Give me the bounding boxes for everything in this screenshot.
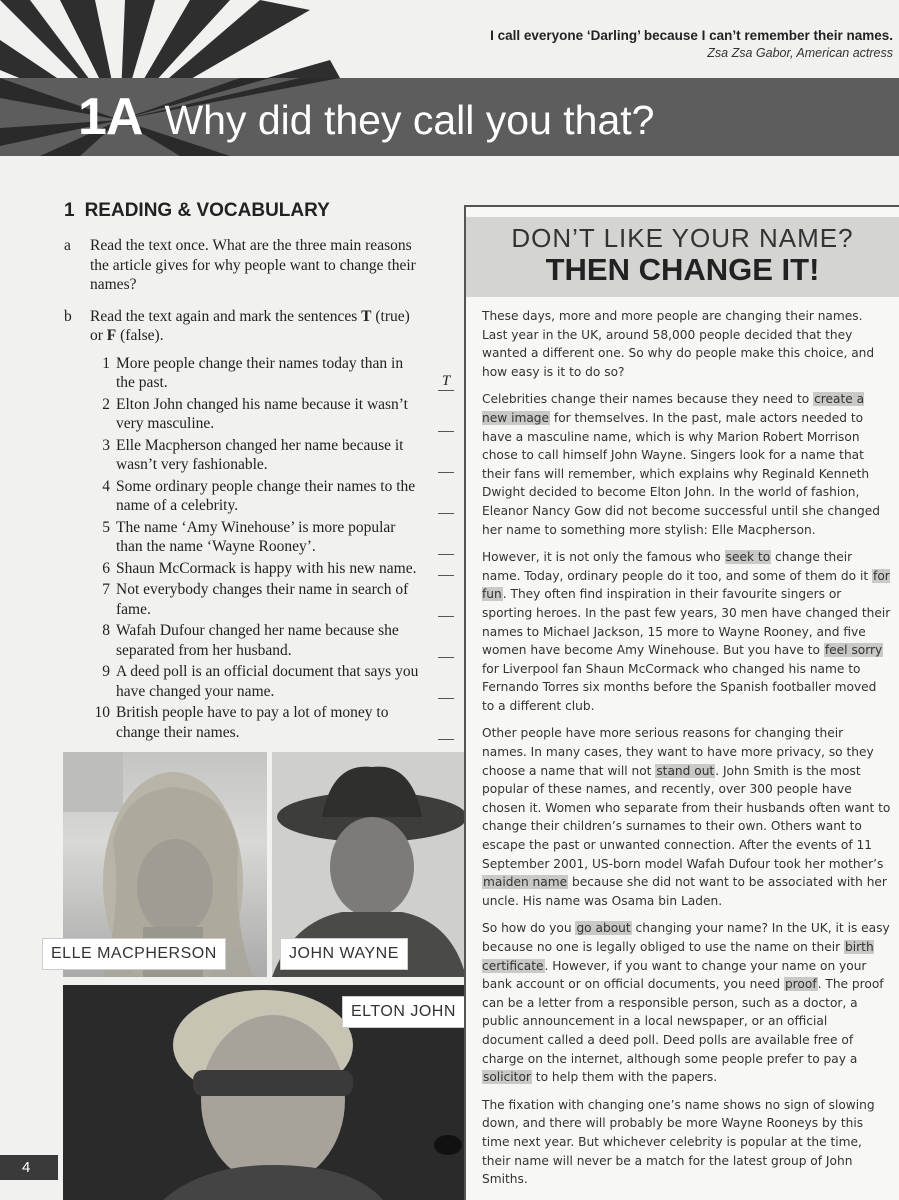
statement-text: Shaun McCormack is happy with his new name. bbox=[116, 559, 417, 577]
quote-text: I call everyone ‘Darling’ because I can’t remember their names. bbox=[490, 28, 893, 43]
answer-blank[interactable] bbox=[438, 538, 454, 555]
statement-text: Not everybody changes their name in search of fame. bbox=[116, 581, 409, 618]
false-word: (false). bbox=[116, 327, 164, 344]
unit-title: Why did they call you that? bbox=[164, 97, 655, 143]
statement-text: A deed poll is an official document that says you have changed your name. bbox=[116, 663, 419, 700]
article-paragraph: These days, more and more people are changing their names. Last year in the UK, around 58,000 people decided that they wanted a different one. So why do people make this choice, and how easy is it to do so? bbox=[482, 309, 875, 379]
section-title: READING & VOCABULARY bbox=[84, 200, 330, 221]
statement-text: Elton John changed his name because it wasn’t very masculine. bbox=[116, 395, 408, 432]
answer-blank[interactable] bbox=[438, 682, 454, 699]
statements-list bbox=[90, 354, 451, 743]
statement-text: British people have to pay a lot of money to change their names. bbox=[116, 704, 389, 741]
statement-number: 3 bbox=[102, 436, 110, 454]
text-run: change their name. Today, ordinary people do it too, and some of them do it bbox=[482, 550, 873, 583]
article-paragraph bbox=[482, 390, 891, 539]
answer-blank[interactable] bbox=[438, 415, 454, 432]
vocab-highlight: proof bbox=[784, 977, 817, 992]
caption-elton: ELTON JOHN bbox=[342, 996, 465, 1028]
statement-text: Some ordinary people change their names to the name of a celebrity. bbox=[116, 477, 416, 514]
unit-banner bbox=[0, 78, 899, 156]
true-word: (true) or bbox=[90, 307, 410, 344]
vocab-highlight: for fun bbox=[482, 568, 890, 602]
section-number: 1 bbox=[64, 200, 75, 221]
answer-blank[interactable] bbox=[438, 456, 454, 473]
task-text: Read the text once. What are the three main reasons the article gives for why people want to change their names? bbox=[90, 237, 416, 293]
article-title-line1: DON’T LIKE YOUR NAME? bbox=[511, 223, 854, 253]
text-run: for themselves. In the past, male actors needed to have a masculine name, which is why Marion Robert Morrison chose to call himself John Wayne. Singers look for a name that their fans will remember, which explains why Reginald Kenneth Dwight decided to become Elton John. In the world of fashion, Eleanor Nancy Gow did not become successful until she changed her name to something more stylish: Elle Macpherson. bbox=[482, 410, 881, 537]
false-marker: F bbox=[106, 327, 117, 344]
vocab-highlight: stand out bbox=[656, 763, 715, 778]
statement-number: 2 bbox=[102, 395, 110, 413]
page-number: 4 bbox=[0, 1155, 58, 1180]
answer-blank[interactable] bbox=[438, 600, 454, 617]
answer-blank[interactable] bbox=[438, 497, 454, 514]
article-title-line2: THEN CHANGE IT! bbox=[545, 252, 820, 287]
text-run: Other people have more serious reasons for changing their names. In many cases, they want to have more privacy, so they choose a name that will not bbox=[482, 726, 874, 778]
statement-text: Elle Macpherson changed her name because it wasn’t very fashionable. bbox=[116, 436, 404, 473]
statement-text: The name ‘Amy Winehouse’ is more popular than the name ‘Wayne Rooney’. bbox=[116, 518, 396, 555]
article-headline bbox=[466, 217, 899, 297]
text-run: to help them with the papers. bbox=[531, 1070, 718, 1085]
vocab-highlight: maiden name bbox=[483, 875, 568, 890]
task-letter: b bbox=[64, 307, 72, 325]
statement-item bbox=[90, 559, 440, 579]
statement-item bbox=[90, 518, 440, 557]
text-run: . They often find inspiration in their favourite singers or sporting heroes. In the past few years, 30 men have changed their names to Michael Jackson, 15 more to Wayne Rooney, and five women have become Amy Winehouse. But you have to bbox=[482, 587, 891, 658]
task-letter: a bbox=[64, 237, 71, 254]
section-heading bbox=[64, 200, 444, 222]
exercise-column bbox=[64, 200, 451, 744]
statement-item bbox=[90, 477, 440, 516]
caption-wayne: JOHN WAYNE bbox=[280, 938, 408, 970]
true-marker: T bbox=[361, 307, 372, 325]
statement-number: 10 bbox=[94, 704, 110, 721]
statement-number: 5 bbox=[102, 518, 110, 536]
vocab-highlight: solicitor bbox=[483, 1070, 531, 1085]
task-text bbox=[90, 307, 420, 346]
statement-item bbox=[90, 354, 451, 393]
article-paragraph: The fixation with changing one’s name shows no sign of slowing down, and there will probably be more Wayne Rooneys by this time next year. But whichever celebrity is popular at the time, their name will never be a match for the latest group of John Smiths. bbox=[482, 1097, 875, 1187]
statement-number: 8 bbox=[102, 622, 110, 639]
article-box bbox=[464, 205, 899, 1200]
vocab-highlight: feel sorry bbox=[824, 643, 883, 658]
text-run: . The proof can be a letter from a responsible person, such as a doctor, a public announcement in a local newspaper, or an official document called a deed poll. Deed polls are available free of charge on the internet, although some people prefer to pay a bbox=[482, 977, 884, 1066]
unit-number: 1A bbox=[78, 88, 143, 146]
answer-blank[interactable] bbox=[438, 723, 454, 740]
text-run: However, it is not only the famous who bbox=[482, 550, 725, 565]
text-run: Celebrities change their names because they need to bbox=[482, 392, 814, 407]
article-body bbox=[466, 297, 899, 1189]
statement-number: 4 bbox=[102, 477, 110, 495]
text-run: . However, if you want to change your name on your bank account or on official documents, you need bbox=[482, 958, 867, 992]
caption-elle: ELLE MACPHERSON bbox=[42, 938, 226, 970]
text-run: . John Smith is the most popular of these names, and recently, over 300 people have chosen it. Women who separate from their husbands often want to change their children’s surnames to their own. Others want to escape the past or unwanted connection. After the events of 11 September 2001, US-born model Wafah Dufour took her mother’s bbox=[482, 763, 891, 871]
vocab-highlight: go about bbox=[576, 921, 631, 936]
statement-number: 1 bbox=[102, 354, 110, 372]
statement-item bbox=[90, 580, 440, 619]
task-a bbox=[64, 236, 444, 295]
task-b-text: Read the text again and mark the sentences bbox=[90, 307, 362, 325]
statement-text: More people change their names today than in the past. bbox=[116, 354, 404, 391]
answer-blank[interactable] bbox=[438, 641, 454, 658]
vocab-highlight: seek to bbox=[725, 550, 771, 565]
text-run: So how do you bbox=[482, 921, 576, 936]
text-run: changing your name? In the UK, it is easy because no one is legally obliged to use the name on their bbox=[482, 921, 890, 954]
answer-blank[interactable] bbox=[438, 559, 454, 576]
vocab-highlight: create a new image bbox=[482, 392, 865, 425]
task-b bbox=[64, 307, 444, 346]
statement-item bbox=[90, 703, 440, 742]
article-paragraph bbox=[482, 919, 891, 1086]
statement-number: 7 bbox=[102, 581, 110, 598]
statement-item bbox=[90, 436, 440, 475]
article-paragraph bbox=[482, 724, 891, 910]
text-run: for Liverpool fan Shaun McCormack who changed his name to Fernando Torres six months before the Spanish footballer moved to a different club. bbox=[482, 661, 877, 713]
statement-text: Wafah Dufour changed her name because she separated from her husband. bbox=[116, 622, 399, 659]
statement-item bbox=[90, 395, 440, 434]
article-paragraph bbox=[482, 548, 891, 715]
epigraph-quote bbox=[490, 28, 893, 60]
vocab-highlight: birth certificate bbox=[482, 940, 874, 973]
quote-author: Zsa Zsa Gabor, American actress bbox=[707, 46, 893, 60]
statement-item bbox=[90, 662, 440, 701]
statement-item bbox=[90, 621, 440, 660]
answer-blank[interactable]: T bbox=[438, 374, 454, 391]
statement-number: 9 bbox=[102, 663, 110, 680]
statement-number: 6 bbox=[102, 559, 110, 577]
text-run: because she did not want to be associated with her uncle. His name was Osama bin Laden. bbox=[482, 875, 887, 908]
